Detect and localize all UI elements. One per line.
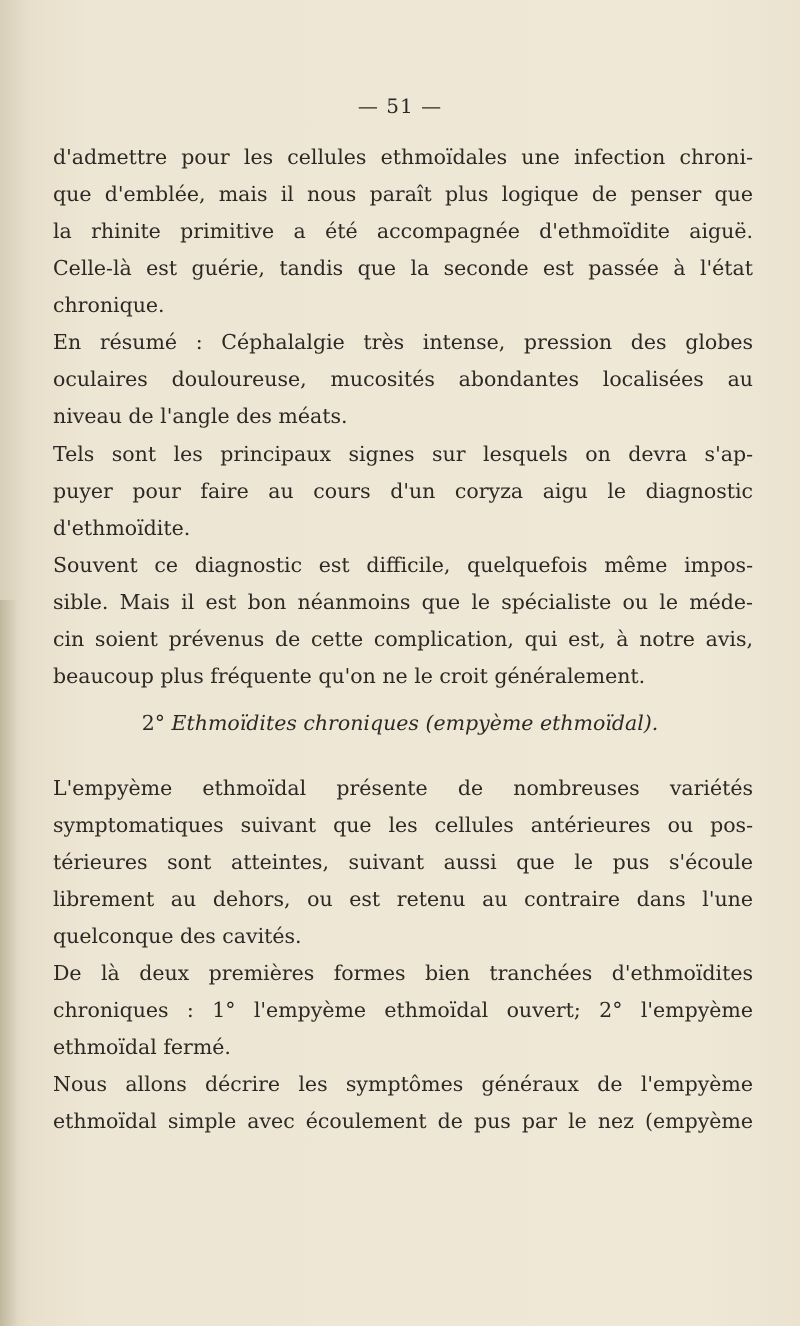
text-line: d'ethmoïdite.: [53, 516, 191, 540]
text-line: d'admettre pour les cellules ethmoïdales une infection chroni-: [53, 145, 753, 169]
section-title: Ethmoïdites chroniques (empyème ethmoïdal).: [171, 711, 659, 735]
text-line: la rhinite primitive a été accompagnée d'ethmoïdite aiguë.: [53, 219, 753, 243]
text-line: niveau de l'angle des méats.: [53, 404, 348, 428]
page-number: — 51 —: [357, 94, 443, 118]
binding-shadow: [0, 600, 18, 1326]
text-line: chroniques : 1° l'empyème ethmoïdal ouvert; 2° l'empyème: [53, 998, 753, 1022]
text-line: chronique.: [53, 293, 165, 317]
text-line: ethmoïdal simple avec écoulement de pus par le nez (empyème: [53, 1109, 753, 1133]
text-line: L'empyème ethmoïdal présente de nombreuses variétés: [53, 776, 753, 800]
text-line: Celle-là est guérie, tandis que la seconde est passée à l'état: [53, 256, 753, 280]
section-number: 2°: [141, 711, 166, 735]
text-line: beaucoup plus fréquente qu'on ne le croit généralement.: [53, 664, 646, 688]
text-line: Souvent ce diagnostic est difficile, quelquefois même impos-: [53, 553, 753, 577]
text-line: térieures sont atteintes, suivant aussi que le pus s'écoule: [53, 850, 753, 874]
text-line: puyer pour faire au cours d'un coryza aigu le diagnostic: [53, 479, 753, 503]
text-line: sible. Mais il est bon néanmoins que le spécialiste ou le méde-: [53, 590, 753, 614]
text-line: quelconque des cavités.: [53, 924, 302, 948]
text-line: que d'emblée, mais il nous paraît plus logique de penser que: [53, 182, 753, 206]
section-heading: [0, 711, 800, 735]
text-line: librement au dehors, ou est retenu au contraire dans l'une: [53, 887, 753, 911]
text-line: symptomatiques suivant que les cellules antérieures ou pos-: [53, 813, 753, 837]
text-line: Tels sont les principaux signes sur lesquels on devra s'ap-: [53, 442, 753, 466]
text-line: De là deux premières formes bien tranchées d'ethmoïdites: [53, 961, 753, 985]
text-line: Nous allons décrire les symptômes généraux de l'empyème: [53, 1072, 753, 1096]
text-line: ethmoïdal fermé.: [53, 1035, 231, 1059]
text-line: oculaires douloureuse, mucosités abondantes localisées au: [53, 367, 753, 391]
text-line: cin soient prévenus de cette complication, qui est, à notre avis,: [53, 627, 753, 651]
text-line: En résumé : Céphalalgie très intense, pression des globes: [53, 330, 753, 354]
